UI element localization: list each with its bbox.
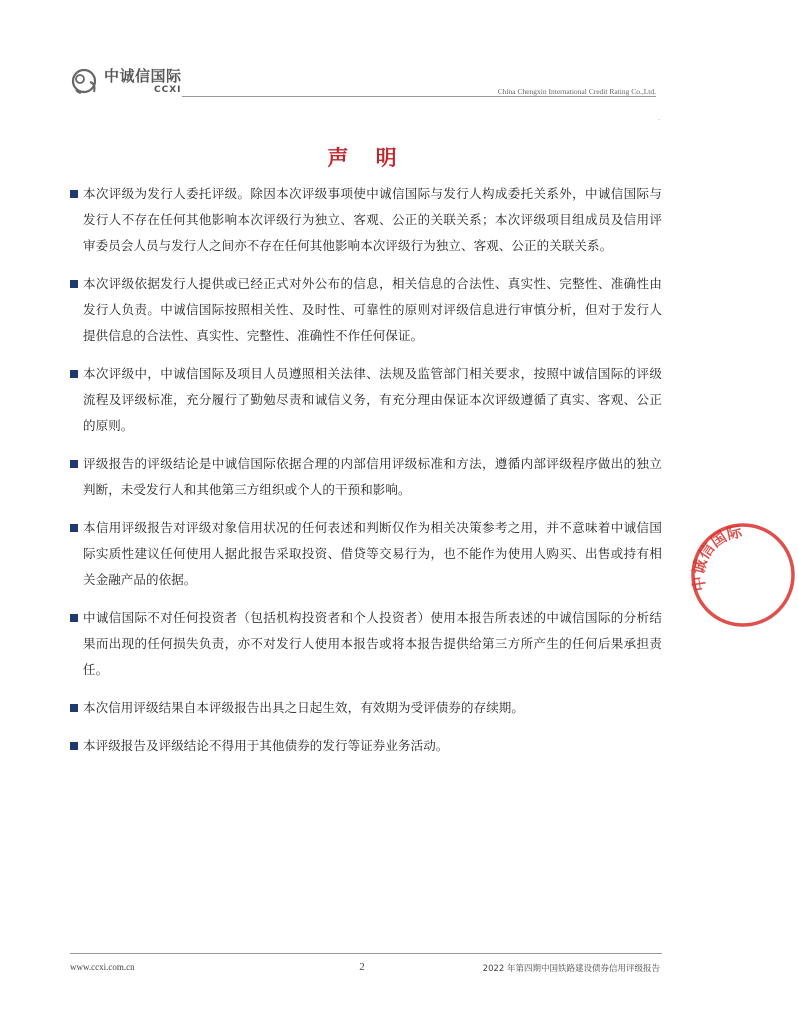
statement-text: 评级报告的评级结论是中诚信国际依据合理的内部信用评级标准和方法，遵循内部评级程序做出的独立判断，未受发行人和其他第三方组织或个人的干预和影响。 — [83, 456, 662, 497]
statement-text: 本次信用评级结果自本评级报告出具之日起生效，有效期为受评债券的存续期。 — [83, 700, 525, 715]
statement-item — [70, 361, 662, 439]
statement-text: 本次评级依据发行人提供或已经正式对外公布的信息，相关信息的合法性、真实性、完整性、准确性由发行人负责。中诚信国际按照相关性、及时性、可靠性的原则对评级信息进行审慎分析，但对于发行人提供信息的合法性、真实性、完整性、准确性不作任何保证。 — [83, 276, 662, 343]
square-bullet-icon — [70, 704, 78, 712]
ccxi-logo — [70, 68, 182, 96]
statement-text: 中诚信国际不对任何投资者（包括机构投资者和个人投资者）使用本报告所表述的中诚信国际的分析结果而出现的任何损失负责，亦不对发行人使用本报告或将本报告提供给第三方所产生的任何后果承担责任。 — [83, 610, 662, 677]
company-english-name: China Chengxin International Credit Rating Co.,Ltd. — [497, 87, 656, 96]
square-bullet-icon — [70, 280, 78, 288]
statement-item — [70, 695, 662, 721]
elephant-logo-icon — [70, 68, 100, 96]
statement-item — [70, 181, 662, 259]
square-bullet-icon — [70, 614, 78, 622]
statement-list — [70, 181, 662, 771]
statement-item — [70, 733, 662, 759]
statement-item — [70, 271, 662, 349]
statement-item — [70, 515, 662, 593]
logo-chinese-name: 中诚信国际 — [104, 67, 182, 85]
statement-text: 本信用评级报告对评级对象信用状况的任何表述和判断仅作为相关决策参考之用，并不意味着中诚信国际实质性建议任何使用人据此报告采取投资、借贷等交易行为，也不能作为使用人购买、出售或持有相关金融产品的依据。 — [83, 520, 662, 587]
header-mark: · — [658, 116, 661, 124]
statement-text: 本次评级中，中诚信国际及项目人员遵照相关法律、法规及监管部门相关要求，按照中诚信国际的评级流程及评级标准，充分履行了勤勉尽责和诚信义务，有充分理由保证本次评级遵循了真实、客观、公正的原则。 — [83, 366, 662, 433]
square-bullet-icon — [70, 190, 78, 198]
footer-report-title: 2022 年第四期中国铁路建设债券信用评级报告 — [482, 964, 660, 974]
square-bullet-icon — [70, 460, 78, 468]
square-bullet-icon — [70, 742, 78, 750]
square-bullet-icon — [70, 370, 78, 378]
company-seal-stamp — [688, 520, 798, 630]
statement-text: 本次评级为发行人委托评级。除因本次评级事项使中诚信国际与发行人构成委托关系外，中诚信国际与发行人不存在任何其他影响本次评级行为独立、客观、公正的关联关系；本次评级项目组成员及信用评审委员会人员与发行人之间亦不存在任何其他影响本次评级行为独立、客观、公正的关联关系。 — [83, 186, 662, 253]
statement-text: 本评级报告及评级结论不得用于其他债券的发行等证券业务活动。 — [83, 738, 449, 753]
svg-text:中诚信国际: 中诚信国际 — [689, 522, 744, 593]
footer-divider — [70, 953, 662, 954]
footer-website: www.ccxi.com.cn — [70, 962, 135, 972]
square-bullet-icon — [70, 524, 78, 532]
page-header — [70, 68, 656, 102]
logo-english-name: CCXI — [154, 85, 182, 95]
statement-item — [70, 605, 662, 683]
page-title: 声 明 — [327, 146, 407, 170]
statement-item — [70, 451, 662, 503]
page-number: 2 — [359, 961, 365, 973]
header-divider — [182, 96, 656, 97]
